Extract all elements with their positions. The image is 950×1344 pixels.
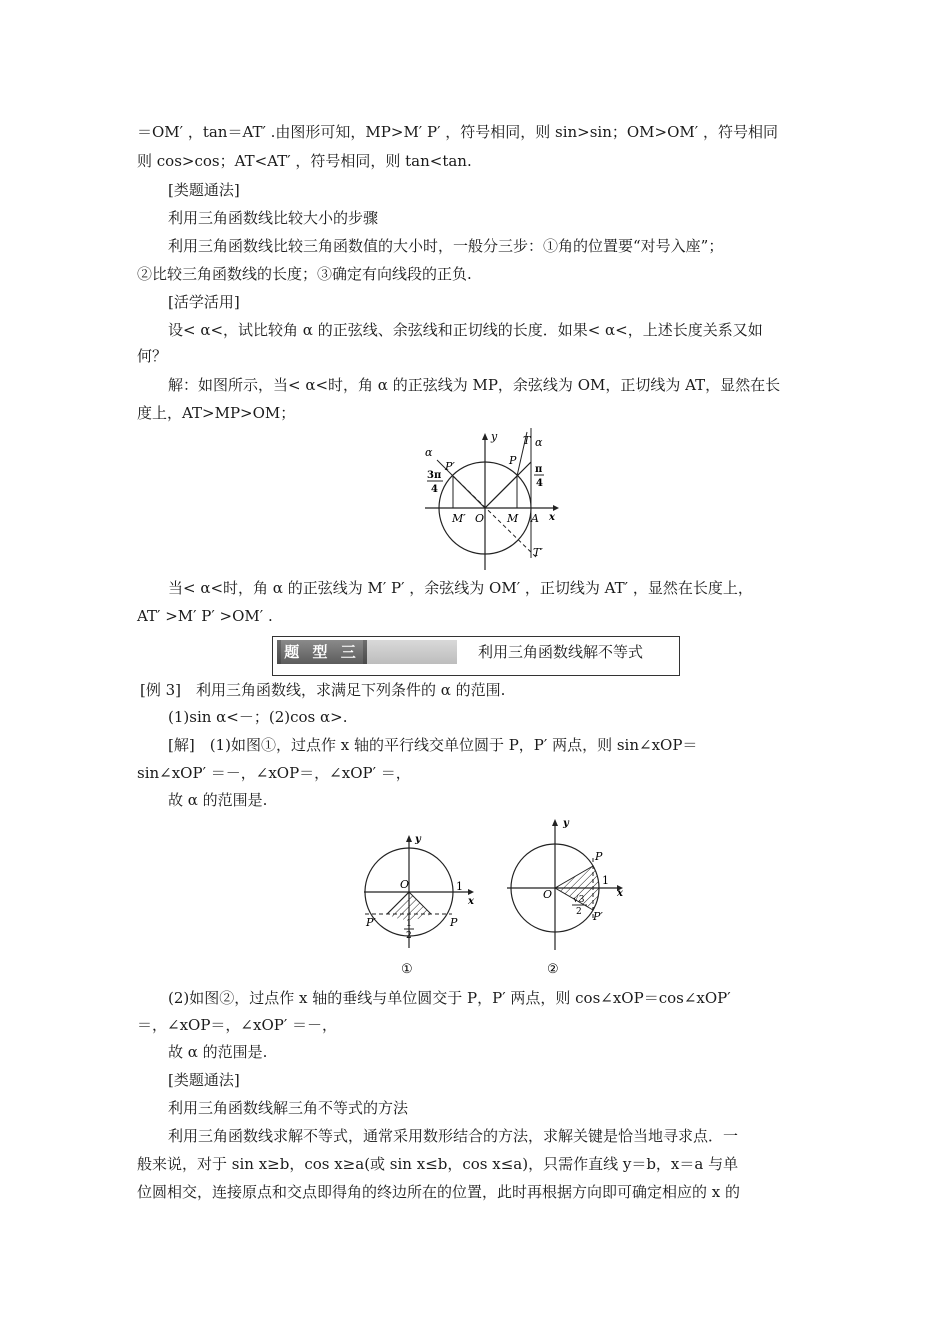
- half-numerator: 1: [406, 919, 412, 929]
- text-line: 位圆相交，连接原点和交点即得角的终边所在的位置，此时再根据方向即可确定相应的 x 的: [137, 1183, 740, 1201]
- subheading: 利用三角函数线解三角不等式的方法: [168, 1099, 409, 1117]
- alpha-label: α: [425, 446, 433, 459]
- figure-2: [505, 812, 635, 978]
- section-heading: [活学活用]: [168, 293, 240, 311]
- text-line: [解] (1)如图①，过点作 x 轴的平行线交单位圆于 P，P′ 两点，则 sin∠xOP＝: [168, 736, 698, 754]
- three-label: 3: [427, 470, 434, 481]
- text-line: 当< α<时，角 α 的正弦线为 M′ P′ ，余弦线为 OM′ ，正切线为 AT′ ，显然在长度上，: [168, 579, 753, 597]
- text-line: 何？: [137, 347, 168, 365]
- figure-caption: ②: [547, 962, 559, 977]
- four-label: 4: [431, 484, 438, 495]
- a-label: A: [531, 512, 539, 525]
- sqrt3-numerator: √3: [573, 895, 585, 905]
- text-line: ＝OM′ ，tan＝AT′ .由图形可知，MP>M′ P′ ，符号相同，则 sin>sin；OM>OM′ ，符号相同: [137, 123, 778, 141]
- y-axis-label: y: [491, 430, 498, 443]
- text-line: ＝，∠xOP＝，∠xOP′ ＝－，: [137, 1016, 338, 1034]
- alpha-label: α: [535, 436, 543, 449]
- x-axis-label: x: [468, 896, 474, 907]
- banner-strip: [367, 640, 457, 664]
- text-line: 故 α 的范围是.: [168, 1043, 268, 1061]
- pi-label: π: [434, 470, 442, 481]
- four-label: 4: [536, 478, 543, 489]
- text-line: ②比较三角函数线的长度；③确定有向线段的正负.: [137, 265, 472, 283]
- p-prime-label: P′: [366, 916, 376, 929]
- p-label: P: [595, 850, 603, 863]
- origin-label: O: [475, 512, 485, 525]
- pi-label: π: [535, 464, 543, 475]
- origin-label: O: [400, 878, 410, 891]
- text-line: 则 cos>cos；AT<AT′ ，符号相同，则 tan<tan.: [137, 152, 472, 170]
- figure-caption: ①: [401, 962, 413, 977]
- origin-label: O: [543, 888, 553, 901]
- text-line: (2)如图②，过点作 x 轴的垂线与单位圆交于 P，P′ 两点，则 cos∠xOP＝cos∠xOP′: [168, 989, 731, 1007]
- t-label: T: [523, 434, 531, 447]
- figure-1: [360, 828, 485, 978]
- sqrt3-denominator: 2: [576, 907, 582, 917]
- text-line: 设< α<，试比较角 α 的正弦线、余弦线和正切线的长度．如果< α<，上述长度关系又如: [168, 321, 763, 339]
- one-label: 1: [602, 874, 609, 887]
- p-label: P: [509, 454, 517, 467]
- text-line: 利用三角函数线求解不等式，通常采用数形结合的方法，求解关键是恰当地寻求点．一: [168, 1127, 739, 1145]
- text-line: 般来说，对于 sin x≥b，cos x≥a(或 sin x≤b，cos x≤a)，只需作直线 y＝b，x＝a 与单: [137, 1155, 739, 1173]
- x-axis-label: x: [549, 512, 555, 523]
- m-label: M: [507, 512, 519, 525]
- text-line: 解：如图所示，当< α<时，角 α 的正弦线为 MP，余弦线为 OM，正切线为 AT，显然在长: [168, 376, 781, 394]
- x-axis-label: x: [617, 888, 623, 899]
- banner-tag-label: 题 型 三: [281, 640, 363, 664]
- text-line: (1)sin α<－；(2)cos α>.: [168, 708, 348, 726]
- text-line: 故 α 的范围是.: [168, 791, 268, 809]
- text-line: sin∠xOP′ ＝－，∠xOP＝，∠xOP′ ＝，: [137, 764, 411, 782]
- t-prime-label: T′: [533, 546, 543, 559]
- text-line: AT′ >M′ P′ >OM′ .: [137, 607, 273, 625]
- y-axis-label: y: [563, 818, 569, 829]
- section-heading: [类题通法]: [168, 1071, 240, 1089]
- section-heading: [类题通法]: [168, 181, 240, 199]
- half-denominator: 2: [406, 931, 412, 941]
- section-banner: [272, 636, 680, 676]
- one-label: 1: [456, 880, 463, 893]
- banner-title: 利用三角函数线解不等式: [478, 643, 644, 661]
- trig-lines-figure: [415, 428, 565, 578]
- example-heading: [例 3] 利用三角函数线，求满足下列条件的 α 的范围.: [140, 681, 506, 699]
- p-prime-label: P′: [445, 460, 455, 473]
- m-prime-label: M′: [452, 512, 466, 525]
- banner-tag: [277, 640, 457, 664]
- subheading: 利用三角函数线比较大小的步骤: [168, 209, 379, 227]
- p-label: P: [450, 916, 458, 929]
- text-line: 度上，AT>MP>OM；: [137, 404, 296, 422]
- p-prime-label: P′: [593, 910, 603, 923]
- y-axis-label: y: [415, 834, 421, 845]
- text-line: 利用三角函数线比较三角函数值的大小时，一般分三步：①角的位置要“对号入座”；: [168, 237, 724, 255]
